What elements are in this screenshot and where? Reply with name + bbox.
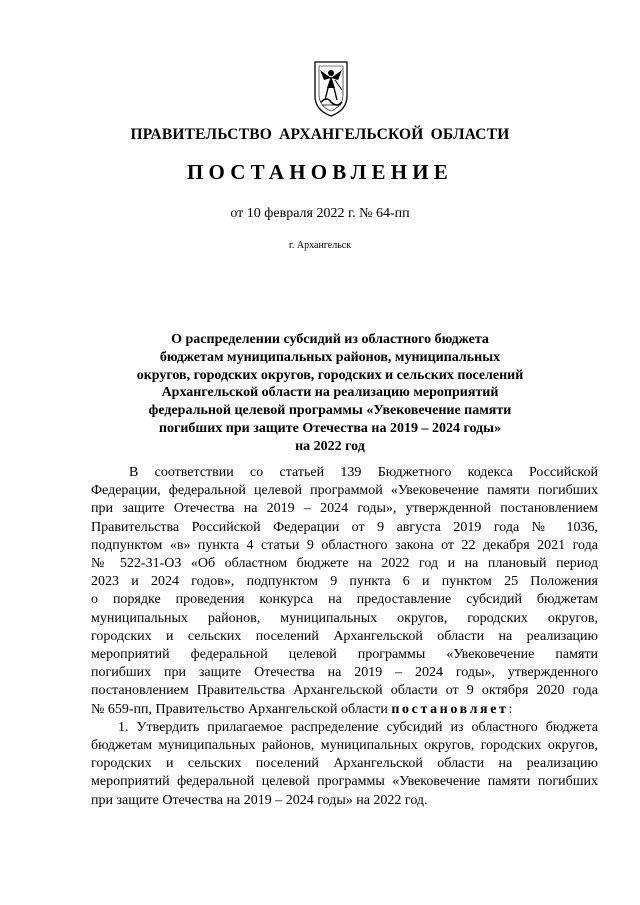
body-line: городских и сельских поселений Архангельской области на реализацию: [91, 628, 598, 644]
title-line: О распределении субсидий из областного бюджета: [171, 332, 489, 347]
document-city: г. Архангельск: [288, 240, 352, 251]
document-title: [90, 331, 570, 456]
title-line: бюджетам муниципальных районов, муниципальных: [159, 349, 501, 365]
body-line: постановлением Правительства Архангельской области от 9 октября 2020 года: [91, 683, 598, 699]
body-line: муниципальных районов, муниципальных округов, городских округов,: [91, 610, 598, 626]
body-line: № 522-31-ОЗ «Об областном бюджете на 2022 год и на плановый период: [91, 556, 598, 572]
body-line: подпунктом «в» пункта 4 статьи 9 областного закона от 22 декабря 2021 года: [91, 537, 598, 553]
document-type: ПОСТАНОВЛЕНИЕ: [186, 160, 454, 184]
document-date-number: от 10 февраля 2022 г. № 64-пп: [230, 206, 410, 221]
body-line: о порядке проведения конкурса на предоставление субсидий бюджетам: [91, 592, 598, 608]
preamble-paragraph: [91, 464, 598, 719]
body-line: Правительства Российской Федерации от 9 августа 2019 года № 1036,: [91, 519, 598, 535]
body-line: 1. Утвердить прилагаемое распределение субсидий из областного бюджета: [118, 719, 598, 735]
body-line: погибших при защите Отечества на 2019 – 2024 годы», утвержденного: [91, 665, 598, 681]
body-line: городских и сельских поселений Архангельской области на реализацию: [91, 756, 598, 772]
body-line: мероприятий федеральной целевой программы «Увековечение памяти: [91, 647, 598, 663]
body-line: мероприятий федеральной целевой программы «Увековечение памяти погибших: [91, 774, 598, 790]
body-line: 2023 и 2024 годов», подпунктом 9 пункта 6 и пунктом 25 Положения: [91, 574, 598, 590]
preamble-end: :: [508, 701, 513, 717]
title-line: на 2022 год: [295, 438, 365, 454]
title-line: Архангельской области на реализацию мероприятий: [161, 385, 499, 401]
preamble-last-text: № 659-пп, Правительство Архангельской области: [91, 701, 392, 717]
organization-name: ПРАВИТЕЛЬСТВО АРХАНГЕЛЬСКОЙ ОБЛАСТИ: [130, 126, 510, 143]
body-line: Федерации, федеральной целевой программой «Увековечение памяти погибших: [91, 483, 598, 499]
coat-of-arms-icon: [311, 58, 351, 118]
body-line: при защите Отечества на 2019 – 2024 годы» на 2022 год.: [91, 792, 428, 808]
title-line: округов, городских округов, городских и сельских поселений: [136, 367, 524, 383]
body-line: В соответствии со статьей 139 Бюджетного кодекса Российской: [129, 465, 598, 480]
body-line: при защите Отечества на 2019 – 2024 годы», утвержденной постановлением: [91, 501, 598, 517]
body-line: [91, 701, 598, 719]
item-1-paragraph: [91, 719, 598, 810]
body-line: бюджетам муниципальных районов, муниципальных округов, городских округов,: [91, 738, 598, 754]
title-line: федеральной целевой программы «Увековечение памяти: [148, 403, 512, 419]
document-body: [91, 464, 598, 810]
resolution-keyword: постановляет: [391, 701, 509, 717]
title-line: погибших при защите Отечества на 2019 – 2024 годы»: [158, 420, 502, 436]
